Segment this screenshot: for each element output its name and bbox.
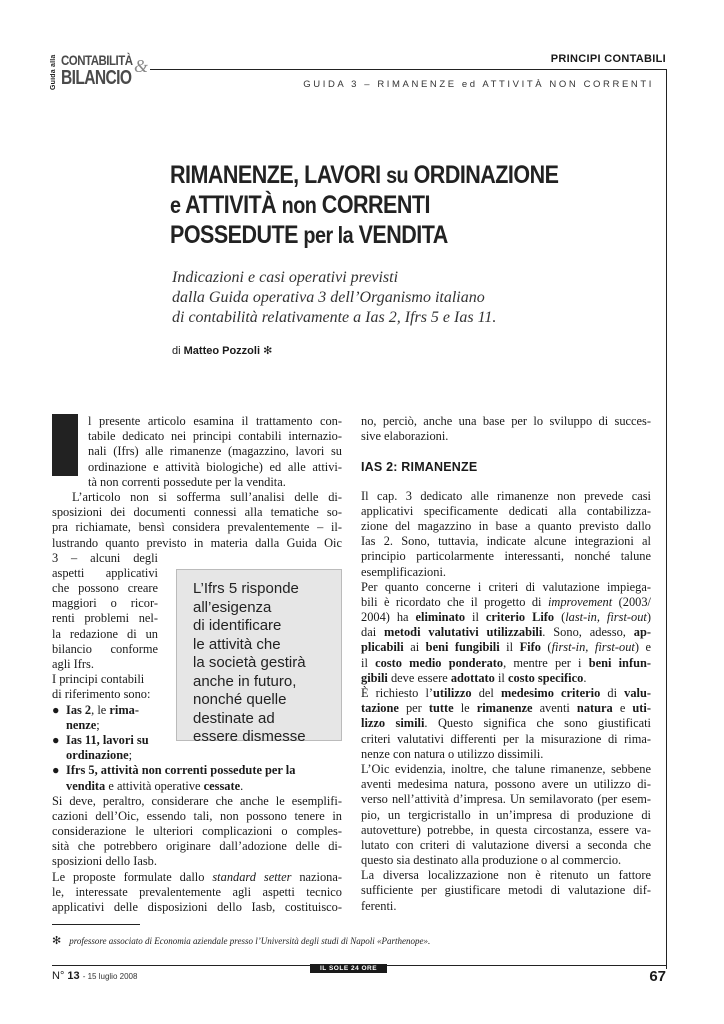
author-footnote-mark: ✻ bbox=[263, 345, 273, 357]
footnote-mark: ✻ bbox=[52, 935, 62, 947]
logo-ampersand: & bbox=[134, 56, 149, 76]
logo-line2: BILANCIO bbox=[61, 67, 132, 89]
list-item: ● Ifrs 5, attività non correnti possedute per la bbox=[52, 763, 296, 778]
logo-guida-text: Guida alla bbox=[50, 54, 57, 90]
column-left: l presente articolo esamina il trattamento con- tabile dedicato nei principi contabili internazio- nali (Ifrs) alle rimanenze (magazzino, lavori su ordinazione e attività biologiche) ed alle attivi- tà non correnti possedute per la vendita. L’articolo non si sofferma sull’analisi delle di- sposizioni dei documenti connessi alla tematiche so- pra richiamate, bensì considera prevalentemente – il- lustrando quanto previsto in materia dalla Guida Oic 3 – alcuni degli aspetti applicativi che possono creare maggiori o ricor- renti problemi nel- la redazione di un bilancio conforme agli Ifrs. I principi contabili di riferimento sono: ● Ias 2, le rima- nenze; ● Ias 11, lavori su ordinazione; ● Ifrs 5, attività non correnti possedute per la vendita e attività operative cessate. Si deve, peraltro, considerare che anche le esemplifi- cazioni dell’Oic, essendo tali, non possono tenere in considerazione le ulteriori complicazioni o comples- sità che potrebbero originare dall’adozione delle di- sposizioni dello Iasb. Le proposte formulate dallo standard setter naziona- le, interessate prevalentemente agli aspetti tecnico applicativi delle disposizioni dello Iasb, costituisco- bbox=[52, 414, 342, 914]
page-number: 67 bbox=[649, 968, 666, 985]
publisher-brand: IL SOLE 24 ORE bbox=[310, 964, 387, 973]
list-item: ● Ias 2, le rima- bbox=[52, 702, 139, 717]
column-right: no, perciò, anche una base per lo sviluppo di succes- sive elaborazioni. IAS 2: RIMANENZE Il cap. 3 dedicato alle rimanenze non prevede casi applicativi specificamente dedicati alla contabilizza- zione del magazzino in base a quanto previsto dallo Ias 2. Sono, tuttavia, indicate alcune integrazioni al principio particolarmente interessanti, nonché talune esemplificazioni. Per quanto concerne i criteri di valutazione impiega- bili è ricordato che il progetto di improvement (2003/ 2004) ha eliminato il criterio Lifo (last-in, first-out) dai metodi valutativi utilizzabili. Sono, adesso, ap- plicabili ai beni fungibili il Fifo (first-in, first-out) e il costo medio ponderato, mentre per i beni infun- gibili deve essere adottato il costo specifico. È richiesto l’utilizzo del medesimo criterio di valu- tazione per tutte le rimanenze aventi natura e uti- lizzo simili. Questo significa che sono giustificati criteri valutativi differenti per la misurazione di rima- nenze con natura o utilizzo dissimili. L’Oic evidenzia, inoltre, che talune rimanenze, sebbene aventi medesima natura, possono avere un utilizzo di- verso nell’attività d’impresa. Un semilavorato (per esem- pio, un tergicristallo in un’impresa di produzione di autovetture) potrebbe, in questa circostanza, essere va- lutato con criteri di valutazione diversi a seconda che questo sia destinato alla produzione o al commercio. La diversa localizzazione non è ritenuto un fattore sufficiente per giustificare metodi di valutazione dif- ferenti. bbox=[361, 414, 651, 913]
right-margin-rule bbox=[666, 69, 667, 969]
section-label: PRINCIPI CONTABILI bbox=[550, 53, 666, 65]
footnote-rule bbox=[52, 924, 140, 925]
section-heading: IAS 2: RIMANENZE bbox=[361, 460, 478, 475]
issue-info: N° 13 - 15 luglio 2008 bbox=[52, 970, 138, 982]
pull-quote-box: L’Ifrs 5 risponde all’esigenza di identificare le attività che la società gestirà anche in futuro, nonché quelle destinate ad essere dismesse bbox=[176, 569, 342, 741]
logo-line1: CONTABILITÀ bbox=[61, 52, 133, 68]
byline: di Matteo Pozzoli ✻ bbox=[172, 345, 273, 357]
footnote: ✻ professore associato di Economia aziendale presso l’Università degli studi di Napoli «Parthenope». bbox=[52, 935, 431, 947]
article-title: RIMANENZE, LAVORI su ORDINAZIONE e ATTIVITÀ non CORRENTI POSSEDUTE per la VENDITA bbox=[170, 161, 559, 249]
header-rule bbox=[150, 69, 666, 70]
author-name: Matteo Pozzoli bbox=[183, 345, 261, 357]
guide-label: GUIDA 3 – RIMANENZE ed ATTIVITÀ NON CORRENTI bbox=[303, 79, 654, 90]
article-subtitle: Indicazioni e casi operativi previsti dalla Guida operativa 3 dell’Organismo italiano di contabilità relativamente a Ias 2, Ifrs 5 e Ias 11. bbox=[172, 269, 497, 326]
publication-logo bbox=[50, 50, 150, 92]
list-item: ● Ias 11, lavori su bbox=[52, 732, 149, 747]
